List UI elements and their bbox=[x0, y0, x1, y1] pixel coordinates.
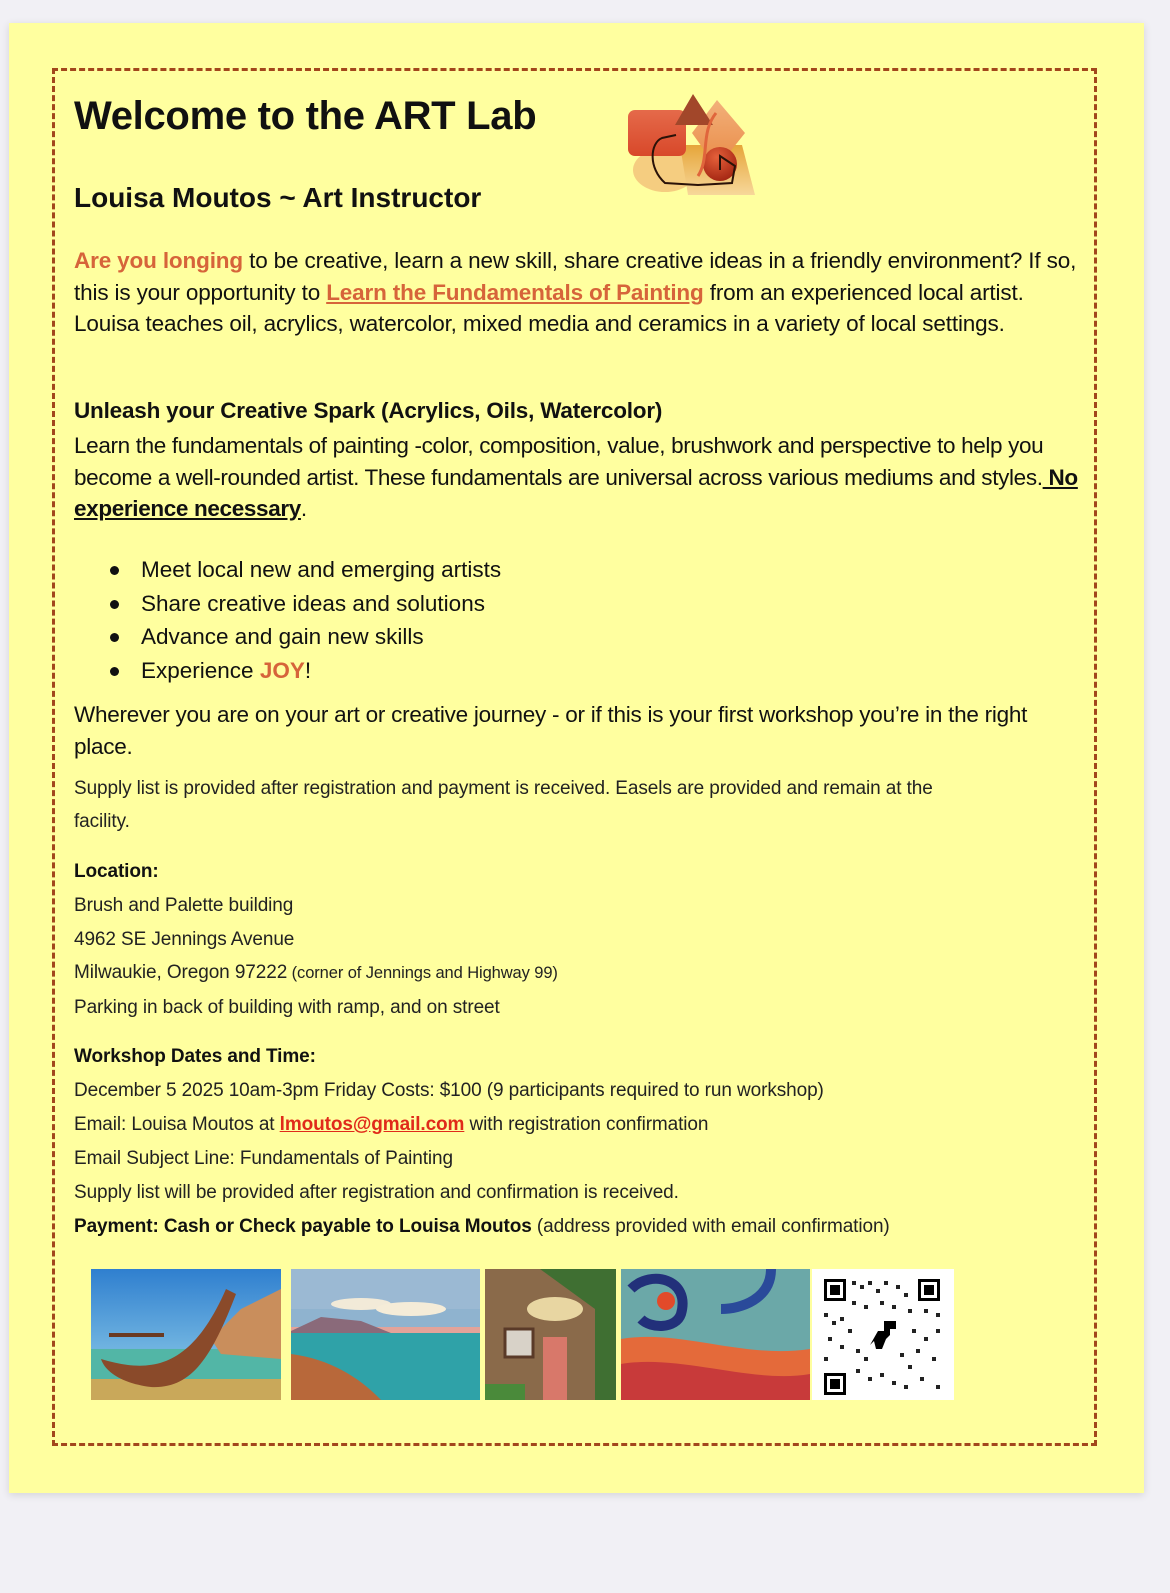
supply-note-line-2: facility. bbox=[74, 811, 130, 832]
joy-highlight: JOY bbox=[259, 657, 305, 683]
fundamentals-link[interactable]: Learn the Fundamentals of Painting bbox=[326, 279, 704, 305]
instructor-subtitle: Louisa Moutos ~ Art Instructor bbox=[74, 182, 482, 213]
spark-period: . bbox=[300, 496, 307, 522]
bullet-icon bbox=[110, 667, 119, 676]
bullet-icon bbox=[110, 566, 119, 575]
intro-highlight: Are you longing bbox=[74, 248, 243, 273]
intro-paragraph bbox=[74, 245, 1089, 340]
location-street: 4962 SE Jennings Avenue bbox=[74, 929, 295, 950]
location-building: Brush and Palette building bbox=[74, 895, 294, 916]
flyer-title: Welcome to the ART Lab bbox=[74, 94, 537, 138]
intro-text-a: to be creative, learn a new skill, share creative ideas in a friendly environment? If so, this is your opportunity to bbox=[74, 248, 1077, 305]
bullet-icon bbox=[110, 600, 119, 609]
workshop-date-cost: December 5 2025 10am-3pm Friday Costs: $100 (9 participants required to run workshop) bbox=[74, 1080, 824, 1101]
list-item-suffix: ! bbox=[304, 657, 312, 683]
spark-paragraph bbox=[74, 430, 1089, 525]
workshop-supply: Supply list will be provided after registration and confirmation is received. bbox=[74, 1182, 679, 1203]
abstract-painting-image bbox=[621, 1269, 810, 1400]
workshop-label: Workshop Dates and Time: bbox=[74, 1046, 316, 1067]
list-item bbox=[106, 654, 501, 688]
intro-text-b: from an experienced local artist. Louisa teaches oil, acrylics, watercolor, mixed media and ceramics in a variety of local settings. bbox=[74, 279, 1024, 337]
art-building-photo-image bbox=[485, 1269, 616, 1400]
boat-painting-image bbox=[91, 1269, 281, 1400]
list-item-text: Experience bbox=[141, 657, 260, 683]
location-label: Location: bbox=[74, 861, 159, 882]
bullet-icon bbox=[110, 633, 119, 642]
art-shapes-logo-icon bbox=[620, 88, 795, 198]
registration-qr-code[interactable] bbox=[812, 1269, 954, 1400]
email-link[interactable]: lmoutos@gmail.com bbox=[279, 1114, 465, 1135]
qr-code-icon bbox=[812, 1269, 954, 1400]
payment-note: (address provided with email confirmation) bbox=[531, 1216, 890, 1237]
location-corner: (corner of Jennings and Highway 99) bbox=[287, 964, 558, 982]
list-item bbox=[106, 587, 501, 621]
spark-text: Learn the fundamentals of painting -color, composition, value, brushwork and perspective to help you become a well-rounded artist. These fundamentals are universal across various mediums and styles. bbox=[74, 433, 1044, 490]
benefits-list bbox=[106, 553, 501, 687]
list-item-text: Advance and gain new skills bbox=[141, 624, 424, 650]
workshop-payment-line bbox=[74, 1216, 890, 1238]
spark-heading: Unleash your Creative Spark (Acrylics, Oils, Watercolor) bbox=[74, 398, 663, 423]
location-city-line bbox=[74, 962, 558, 984]
workshop-email-line bbox=[74, 1114, 708, 1136]
list-item-text: Share creative ideas and solutions bbox=[141, 590, 485, 616]
journey-paragraph: Wherever you are on your art or creative journey - or if this is your first workshop you’re in the right place. bbox=[74, 702, 1028, 759]
list-item bbox=[106, 553, 501, 587]
email-prefix: Email: Louisa Moutos at bbox=[74, 1114, 280, 1135]
location-parking: Parking in back of building with ramp, and on street bbox=[74, 997, 500, 1018]
payment-bold: Payment: Cash or Check payable to Louisa Moutos bbox=[74, 1216, 532, 1237]
list-item bbox=[106, 620, 501, 654]
workshop-subject: Email Subject Line: Fundamentals of Painting bbox=[74, 1148, 453, 1169]
list-item-text: Meet local new and emerging artists bbox=[141, 557, 502, 582]
no-experience-emphasis: No experience necessary bbox=[74, 464, 1078, 522]
location-city: Milwaukie, Oregon 97222 bbox=[74, 962, 288, 983]
email-suffix: with registration confirmation bbox=[464, 1114, 709, 1135]
seascape-painting-image bbox=[291, 1269, 480, 1400]
supply-note-line-1: Supply list is provided after registration and payment is received. Easels are provided and remain at the bbox=[74, 778, 933, 799]
